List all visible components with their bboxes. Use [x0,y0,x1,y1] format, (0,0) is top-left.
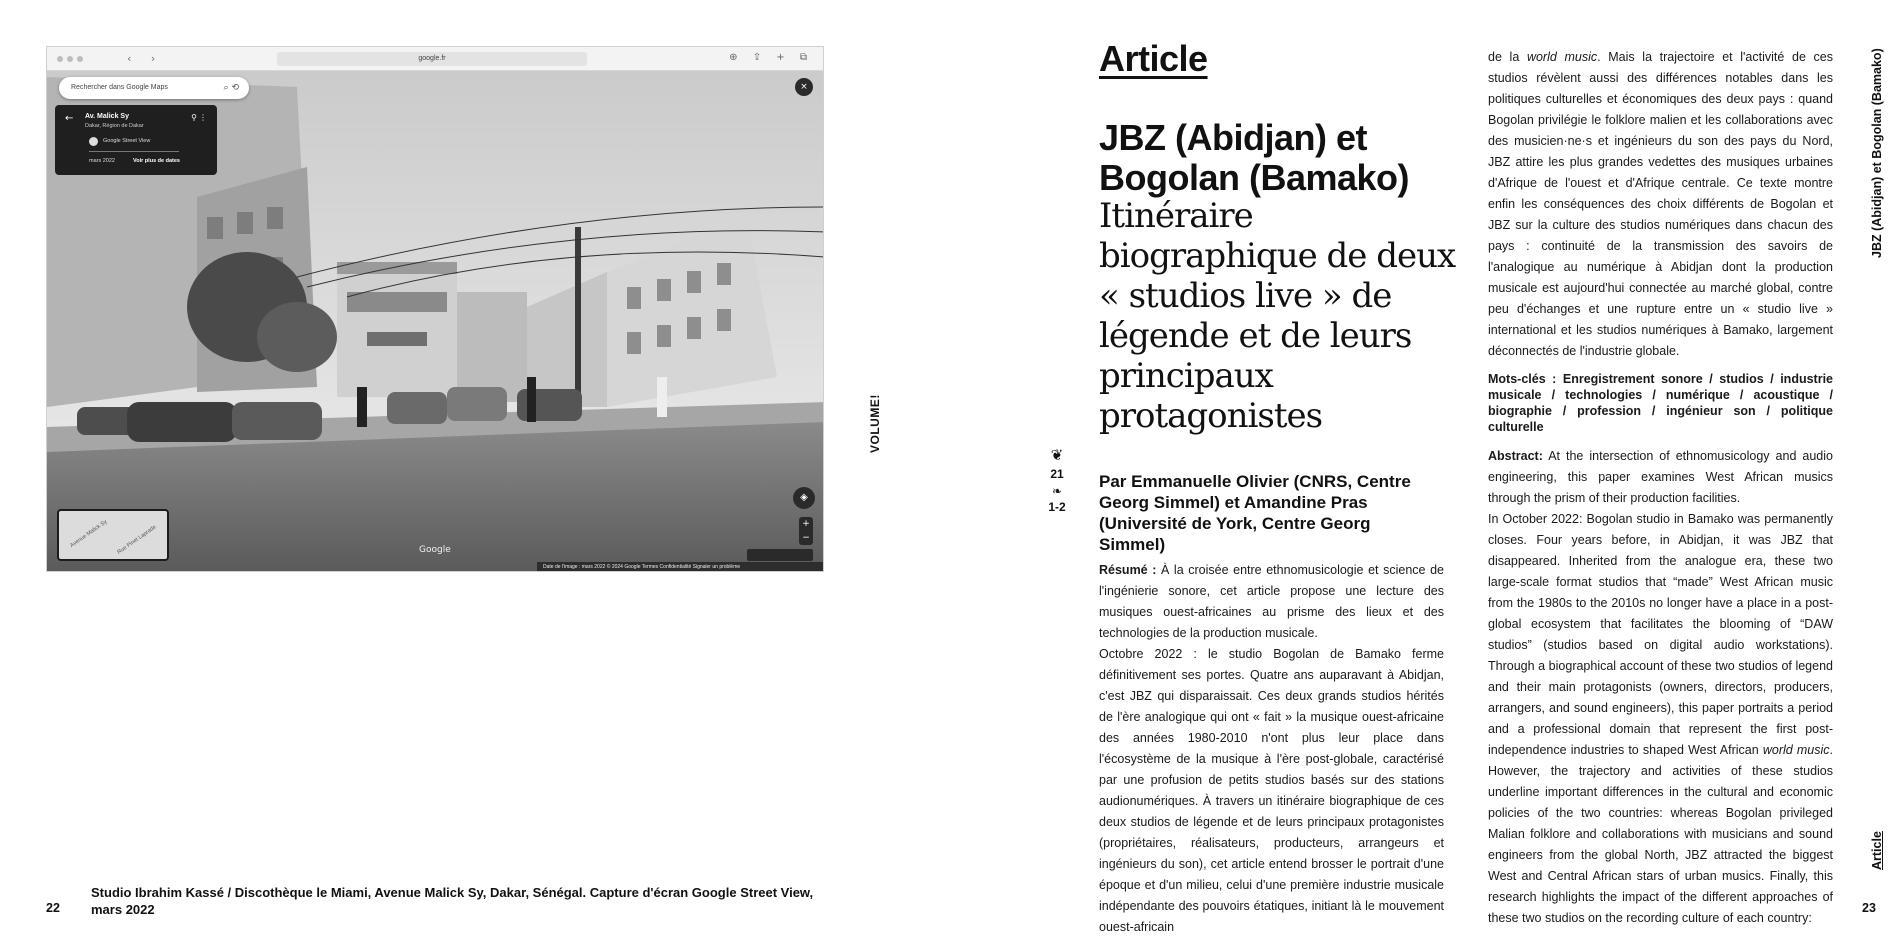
card-divider [89,151,179,152]
imagery-date: mars 2022 [89,158,115,164]
figure-caption: Studio Ibrahim Kassé / Discothèque le Miami, Avenue Malick Sy, Dakar, Sénégal. Capture d'écran Google Street View, mars 2022 [91,885,814,917]
street-view-avatar [89,137,98,146]
page-number-right: 23 [1862,901,1876,915]
section-label: Article [1099,38,1208,79]
search-placeholder: Rechercher dans Google Maps [71,84,168,91]
layers-control[interactable] [747,549,813,561]
resume-text: À la croisée entre ethnomusicologie et science de l'ingénierie sonore, cet article propose une lecture des musiques ouest-africaines au prisme des lieux et des technologies de la production musicale. [1099,563,1444,640]
abstract-label: Abstract: [1488,449,1543,463]
resume-label: Résumé : [1099,563,1157,577]
search-icon[interactable]: ⌕ ⟲ [223,83,239,93]
map-attribution: Date de l'image : mars 2022 © 2024 Google Termes Confidentialité Signaler un problème [537,562,824,572]
issue-emblem-icon: ❧ [1051,484,1063,498]
back-arrow-icon[interactable]: ← [65,113,74,124]
google-wordmark: Google [419,545,451,555]
minimap-road-label: Avenue Malick Sy [69,519,109,549]
right-column [1488,47,1833,929]
minimap[interactable] [57,509,169,561]
resume-paragraph [1099,560,1444,644]
zoom-controls[interactable] [799,517,813,545]
imagery-source: Google Street View [103,138,151,144]
place-info-card [55,105,217,175]
back-forward-icons[interactable]: ‹ › [127,52,164,65]
italic-term: world music [1762,743,1830,757]
resume-continuation: de la world music. Mais la trajectoire et l'activité de ces studios révèlent aussi des différences notables dans les politiques culturelles et économiques des deux pays : quand Bogolan privilégie le folklore malien et les collaborations avec des musicien·ne·s et ingénieurs du son des pays du Nord, JBZ attire les plus grandes vedettes des musiques urbaines d'Afrique de l'ouest et d'Afrique centrale. Ce texte montre enfin les conséquences des choix différents de Bogolan et JBZ sur la culture des studios numériques dans chacun des pays : continuité de la transmission des savoirs de l'analogique au numérique à Abidjan dont la production musicale est aujourd'hui connectée au marché global, contre peu d'échanges et une rupture entre un « studio live » international et les studios numériques à Bamako, largement déconnectés de l'industrie globale. [1488,50,1833,358]
pin-icon[interactable]: ⚲ [191,113,197,122]
minimap-road-label: Rue Pinet Laprade [116,524,158,556]
place-name: Av. Malick Sy [85,113,129,120]
volume-number: 21 [1050,467,1064,481]
zoom-in-button[interactable]: + [802,519,810,529]
address-bar[interactable]: google.fr [277,52,587,66]
page-number-left: 22 [46,901,60,915]
italic-term: world music [1526,50,1598,64]
keywords: Mots-clés : Enregistrement sonore / studios / industrie musicale / technologies / numérique / acoustique / biographie / profession / ingénieur son / politique culturelle [1488,372,1833,434]
maps-search-input[interactable] [59,77,249,99]
volume-side-label: VOLUME! [868,394,882,453]
abstract-text: At the intersection of ethnomusicology and audio engineering, this paper examines West African musics through the prism of their production facilities. [1488,449,1833,505]
article-title: JBZ (Abidjan) et Bogolan (Bamako) [1099,117,1410,198]
browser-tool-icons[interactable]: ⊕ ⇪ + ⧉ [729,52,813,63]
issue-number: 1-2 [1048,500,1066,514]
street-view-screenshot [46,46,824,572]
browser-toolbar [47,47,823,71]
see-more-dates-link[interactable]: Voir plus de dates [133,158,180,164]
volume-emblem-icon: ❦ [1050,446,1064,464]
more-options-icon[interactable]: ⋮ [199,113,207,122]
side-section-label: Article [1870,831,1884,870]
place-region: Dakar, Région de Dakar [85,123,144,129]
running-head: JBZ (Abidjan) et Bogolan (Bamako) [1870,48,1884,258]
window-controls[interactable] [57,56,83,62]
close-icon[interactable]: × [795,78,813,96]
compass-icon[interactable]: ◈ [793,487,815,509]
article-authors: Par Emmanuelle Olivier (CNRS, Centre Georg Simmel) et Amandine Pras (Université de York, Centre Georg Simmel) [1099,472,1411,554]
article-subtitle: Itinéraire biographique de deux « studios live » de légende et de leurs principaux protagonistes [1099,196,1456,436]
abstract-paragraph: In October 2022: Bogolan studio in Bamako was permanently closes. Four years before, in Abidjan, it was JBZ that disappeared. Inherited from the analogue era, these two large-scale format studios that “made” West African music from the 1980s to the 2010s no longer have a place in a post-global ecosystem that facilitates the blooming of “DAW studios” (studios based on digital audio workstations). Through a biographical account of these two studios of legend and their main protagonists (owners, directors, producers, arrangers, and sound engineers), this paper portraits a period and a professional domain that represent the first post-independence industries to shaped West African world music. However, the trajectory and activities of these studios underline important differences in the cultural and economic policies of the two countries: whereas Bogolan privileged Malian folklore and collaborations with musicians and sound engineers from the global North, JBZ attracted the biggest West and Central African stars of urban musics. Finally, this research highlights the impact of the different approaches of these two studios on the recording culture of each country: [1488,512,1833,925]
resume-column [1099,560,1444,938]
abstract-paragraph [1488,446,1833,509]
resume-paragraph: Octobre 2022 : le studio Bogolan de Bamako ferme définitivement ses portes. Quatre ans auparavant à Abidjan, c'est JBZ qui disparaissait. Ces deux grands studios hérités de l'ère analogique qui ont « fait » la musique ouest-africaine des années 1980-2010 n'ont plus leur place dans l'écosystème de la musique à l'ère post-globale, caractérisé par une profusion de petits studios basés sur des stations audionumériques. À travers un itinéraire biographique de ces deux studios de légende et de leurs principaux protagonistes (propriétaires, réalisateurs, producteurs, arrangeurs et ingénieurs du son), cet article entend brosser le portrait d'une époque et d'un milieu, celui d'une première industrie musicale indépendante des pouvoirs étatiques, initiant là le mouvement ouest-africain [1099,647,1444,934]
zoom-out-button[interactable]: − [802,533,810,543]
